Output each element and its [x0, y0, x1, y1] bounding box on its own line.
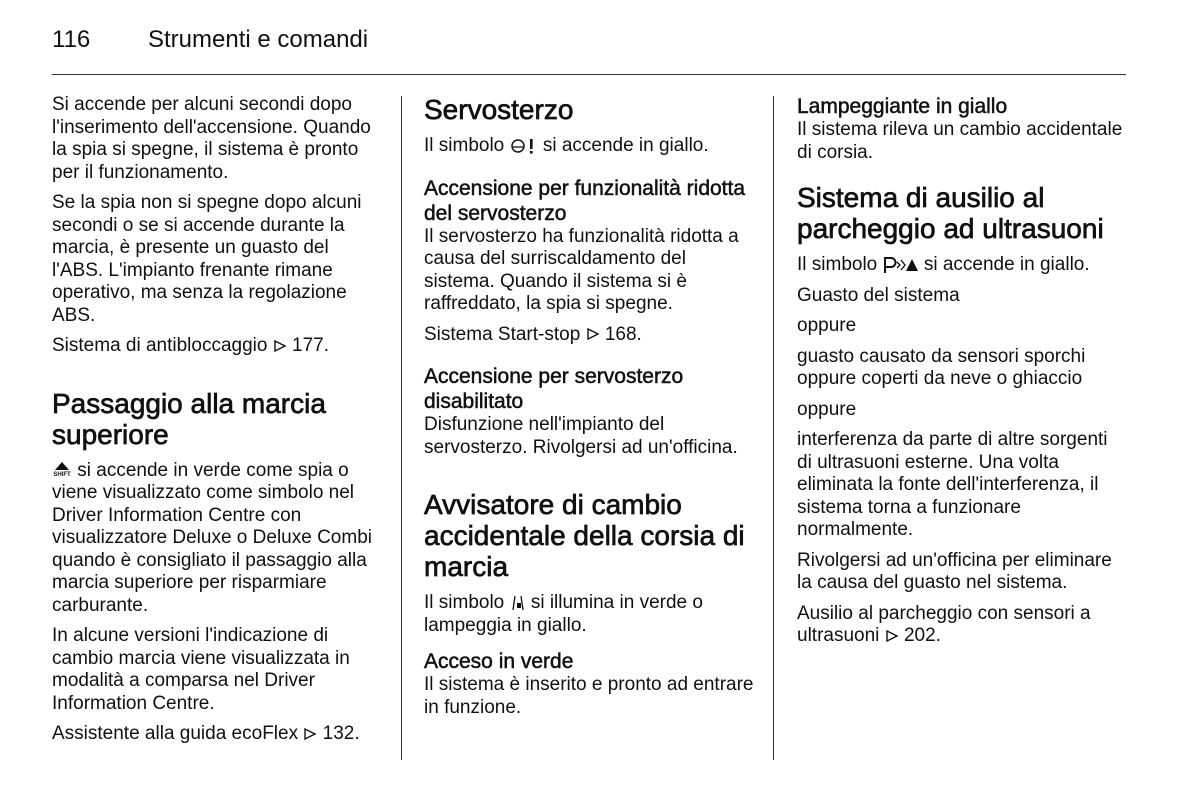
reference-page: 177.: [292, 335, 330, 356]
cross-reference: [797, 603, 1127, 648]
paragraph-text: Il simbolo: [424, 135, 505, 156]
paragraph: Si accende per alcuni secondi dopo l'inserimento dell'accensione. Quando la spia si spegne, il sistema è pronto per il funzionamento.: [52, 94, 371, 183]
paragraph: Il servosterzo ha funzionalità ridotta a causa del surriscaldamento del sistema. Quando il sistema si è raffreddato, la spia si spegne.: [424, 225, 739, 314]
paragraph: interferenza da parte di altre sorgenti di ultrasuoni esterne. Una volta eliminata la fonte dell'interferenza, il sistema torna a funzionare normalmente.: [797, 429, 1108, 540]
paragraph: [797, 254, 1127, 277]
cross-reference: [424, 324, 754, 347]
paragraph: [424, 135, 754, 158]
paragraph: Il sistema è inserito e pronto ad entrare in funzione.: [424, 674, 754, 718]
paragraph: Se la spia non si spegne dopo alcuni secondi o se si accende durante la marcia, è presente un guasto del l'ABS. L'impianto frenante rimane operativo, ma senza la regolazione ABS.: [52, 192, 362, 326]
column-2: [424, 94, 754, 727]
paragraph-text: si accende in giallo.: [923, 254, 1090, 275]
paragraph-text: Il simbolo: [797, 254, 878, 275]
page-reference-arrow-icon: [586, 327, 600, 341]
paragraph-text: si accende in giallo.: [542, 135, 709, 156]
lane-departure-icon: [510, 595, 526, 611]
paragraph: oppure: [797, 315, 857, 336]
column-1: [52, 94, 382, 754]
reference-text: Assistente alla guida ecoFlex: [52, 723, 299, 744]
column-divider-2: [773, 96, 774, 760]
shift-icon-label: SHIFT: [53, 472, 71, 479]
paragraph: [52, 460, 382, 618]
reference-page: 168.: [604, 323, 642, 345]
section-heading: Servosterzo: [424, 94, 574, 125]
subsection-heading: Acceso in verde: [424, 650, 574, 673]
section-heading: Avvisatore di cambio accidentale della corsia di marcia: [424, 489, 745, 582]
subsection-heading: Accensione per servosterzo disabilitato: [424, 365, 684, 413]
paragraph-text: si illumina in verde o lampeggia in giallo.: [424, 592, 703, 636]
page-reference-arrow-icon: [303, 727, 317, 741]
paragraph: guasto causato da sensori sporchi oppure coperti da neve o ghiaccio: [797, 345, 1086, 389]
paragraph: [424, 592, 754, 637]
cross-reference: [52, 723, 382, 746]
page-number: 116: [52, 26, 91, 53]
power-steering-warning-icon: [510, 138, 538, 154]
reference-text: Ausilio al parcheggio con sensori a ultrasuoni: [797, 602, 1091, 646]
paragraph: Disfunzione nell'impianto del servosterzo. Rivolgersi ad un'officina.: [424, 414, 738, 458]
reference-page: 132.: [322, 723, 360, 744]
running-title: Strumenti e comandi: [148, 26, 369, 53]
paragraph: oppure: [797, 398, 857, 420]
subsection-heading: Lampeggiante in giallo: [797, 95, 1008, 118]
header-rule: [52, 74, 1126, 75]
reference-text: Sistema Start-stop: [424, 323, 581, 345]
subsection-heading: Accensione per funzionalità ridotta del servosterzo: [424, 176, 746, 225]
reference-text: Sistema di antibloccaggio: [52, 335, 268, 356]
column-divider-1: [401, 96, 402, 760]
section-heading: Sistema di ausilio al parcheggio ad ultrasuoni: [797, 182, 1104, 244]
paragraph-text: si accende in verde come spia o viene visualizzato come simbolo nel Driver Information Centre con visualizzatore Deluxe o Deluxe Combi quando è consigliato il passaggio alla marcia superiore per risparmiare carburante.: [52, 459, 372, 616]
section-heading: Passaggio alla marcia superiore: [52, 387, 326, 450]
page-header: [52, 26, 1124, 54]
paragraph: Il sistema rileva un cambio accidentale di corsia.: [797, 119, 1123, 163]
paragraph: In alcune versioni l'indicazione di cambio marcia viene visualizzata in modalità a comparsa nel Driver Information Centre.: [52, 625, 350, 714]
cross-reference: [52, 335, 382, 358]
column-3: [797, 94, 1127, 656]
page-reference-arrow-icon: [885, 629, 899, 643]
paragraph-text: Il simbolo: [424, 592, 505, 613]
paragraph: Rivolgersi ad un'officina per eliminare la causa del guasto nel sistema.: [797, 549, 1112, 593]
shift-up-indicator-icon: [52, 462, 72, 478]
paragraph: Guasto del sistema: [797, 284, 960, 306]
park-assist-icon: [883, 256, 919, 274]
page-reference-arrow-icon: [273, 339, 287, 353]
reference-page: 202.: [903, 625, 941, 646]
